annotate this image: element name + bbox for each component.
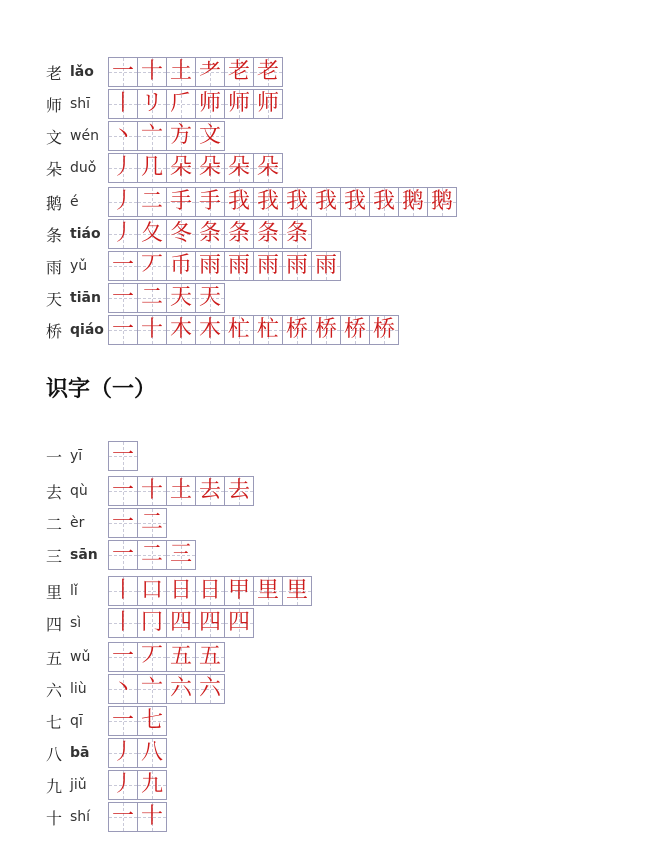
stroke-cell <box>137 153 167 183</box>
stroke-cell <box>137 89 167 119</box>
stroke-cell <box>137 608 167 638</box>
stroke-cell <box>137 508 167 538</box>
stroke-grid <box>108 508 166 538</box>
stroke-cell <box>253 251 283 281</box>
stroke-step: 去 <box>198 478 221 503</box>
pinyin-label: wén <box>70 128 99 144</box>
stroke-grid <box>108 315 398 345</box>
stroke-cell <box>224 608 254 638</box>
stroke-grid <box>108 540 195 570</box>
stroke-step: 币 <box>169 253 192 278</box>
hanzi-label: 四 <box>46 614 63 634</box>
stroke-step: 鹅 <box>430 189 453 214</box>
stroke-step: 六 <box>198 676 221 701</box>
stroke-step: 亠 <box>140 676 163 701</box>
stroke-step: 四 <box>169 610 192 635</box>
stroke-step: 六 <box>169 676 192 701</box>
section2-row <box>46 540 192 570</box>
hanzi-label: 二 <box>46 514 63 534</box>
pinyin-label: yī <box>70 448 83 464</box>
pinyin-label: jiǔ <box>70 777 87 793</box>
stroke-step: 土 <box>169 478 192 503</box>
stroke-step: 五 <box>198 644 221 669</box>
stroke-cell <box>166 540 196 570</box>
stroke-cell <box>195 219 225 249</box>
stroke-step: 冂 <box>140 610 163 635</box>
stroke-step: 木 <box>169 317 192 342</box>
stroke-grid <box>108 576 311 606</box>
stroke-cell <box>253 153 283 183</box>
stroke-step: 去 <box>227 478 250 503</box>
hanzi-label: 十 <box>46 808 63 828</box>
stroke-cell <box>166 315 196 345</box>
stroke-step: 朵 <box>256 155 279 180</box>
pinyin-label: lǎo <box>70 64 94 80</box>
stroke-step: 七 <box>140 708 163 733</box>
stroke-cell <box>108 57 138 87</box>
pinyin-label: bā <box>70 745 90 761</box>
stroke-cell <box>137 576 167 606</box>
stroke-cell <box>137 121 167 151</box>
stroke-cell <box>253 576 283 606</box>
stroke-cell <box>108 508 138 538</box>
stroke-step: 我 <box>372 189 395 214</box>
stroke-step: 亠 <box>140 123 163 148</box>
stroke-grid <box>108 608 253 638</box>
hanzi-label: 天 <box>46 289 63 309</box>
stroke-cell <box>137 642 167 672</box>
stroke-grid <box>108 802 166 832</box>
stroke-cell <box>137 57 167 87</box>
stroke-cell <box>108 315 138 345</box>
stroke-cell <box>253 315 283 345</box>
stroke-cell <box>195 642 225 672</box>
stroke-cell <box>108 576 138 606</box>
stroke-cell <box>311 315 341 345</box>
stroke-cell <box>137 540 167 570</box>
pinyin-label: qī <box>70 713 83 729</box>
stroke-grid <box>108 251 340 281</box>
pinyin-label: tiān <box>70 290 101 306</box>
stroke-step: 朵 <box>169 155 192 180</box>
stroke-cell <box>311 187 341 217</box>
stroke-step: 十 <box>140 804 163 829</box>
stroke-cell <box>166 642 196 672</box>
pinyin-label: sì <box>70 615 82 631</box>
stroke-step: 日 <box>198 578 221 603</box>
stroke-cell <box>224 153 254 183</box>
stroke-cell <box>195 187 225 217</box>
stroke-grid <box>108 738 166 768</box>
stroke-step: 几 <box>140 155 163 180</box>
hanzi-label: 文 <box>46 127 63 147</box>
stroke-cell <box>224 251 254 281</box>
stroke-cell <box>253 89 283 119</box>
stroke-step: 木 <box>198 317 221 342</box>
stroke-cell <box>195 89 225 119</box>
stroke-cell <box>166 57 196 87</box>
stroke-cell <box>340 315 370 345</box>
stroke-step: 二 <box>140 189 163 214</box>
stroke-cell <box>166 121 196 151</box>
section1-row <box>46 153 279 183</box>
stroke-cell <box>340 187 370 217</box>
stroke-grid <box>108 57 282 87</box>
stroke-cell <box>108 251 138 281</box>
stroke-step: 我 <box>314 189 337 214</box>
stroke-step: 杧 <box>227 317 250 342</box>
stroke-cell <box>195 153 225 183</box>
stroke-step: 一 <box>111 443 134 468</box>
pinyin-label: qiáo <box>70 322 104 338</box>
stroke-step: 丨 <box>111 578 134 603</box>
stroke-cell <box>195 608 225 638</box>
stroke-cell <box>108 706 138 736</box>
stroke-step: 丿 <box>111 155 134 180</box>
stroke-step: 我 <box>285 189 308 214</box>
stroke-cell <box>195 476 225 506</box>
stroke-step: 冬 <box>169 221 192 246</box>
stroke-step: 丿 <box>111 740 134 765</box>
stroke-grid <box>108 153 282 183</box>
stroke-cell <box>108 642 138 672</box>
stroke-cell <box>224 219 254 249</box>
pinyin-label: wǔ <box>70 649 91 665</box>
stroke-cell <box>282 219 312 249</box>
stroke-grid <box>108 219 311 249</box>
stroke-cell <box>282 576 312 606</box>
stroke-step: 十 <box>140 478 163 503</box>
hanzi-label: 一 <box>46 447 63 467</box>
stroke-step: 四 <box>227 610 250 635</box>
stroke-cell <box>108 608 138 638</box>
stroke-cell <box>108 89 138 119</box>
stroke-cell <box>166 476 196 506</box>
stroke-cell <box>137 251 167 281</box>
stroke-step: 桥 <box>285 317 308 342</box>
stroke-grid <box>108 89 282 119</box>
stroke-step: 一 <box>111 317 134 342</box>
stroke-step: 四 <box>198 610 221 635</box>
stroke-cell <box>137 187 167 217</box>
section1-row <box>46 89 279 119</box>
stroke-step: 丨 <box>111 610 134 635</box>
stroke-step: 一 <box>111 804 134 829</box>
section2-row <box>46 674 221 704</box>
stroke-cell <box>224 89 254 119</box>
stroke-cell <box>224 315 254 345</box>
stroke-cell <box>253 57 283 87</box>
stroke-step: 一 <box>111 253 134 278</box>
stroke-cell <box>108 738 138 768</box>
stroke-cell <box>311 251 341 281</box>
stroke-step: 条 <box>285 221 308 246</box>
stroke-cell <box>282 251 312 281</box>
stroke-step: 一 <box>111 708 134 733</box>
stroke-cell <box>195 57 225 87</box>
stroke-step: 条 <box>256 221 279 246</box>
stroke-step: 师 <box>256 91 279 116</box>
stroke-step: 𠂆 <box>169 91 192 116</box>
stroke-step: 文 <box>198 123 221 148</box>
stroke-cell <box>427 187 457 217</box>
stroke-step: 我 <box>343 189 366 214</box>
stroke-cell <box>166 251 196 281</box>
stroke-cell <box>166 674 196 704</box>
stroke-step: 里 <box>285 578 308 603</box>
hanzi-label: 三 <box>46 546 63 566</box>
section2-row <box>46 770 163 800</box>
pinyin-label: é <box>70 194 79 210</box>
stroke-cell <box>108 674 138 704</box>
pinyin-label: liù <box>70 681 87 697</box>
stroke-step: 手 <box>169 189 192 214</box>
stroke-cell <box>369 315 399 345</box>
stroke-grid <box>108 476 253 506</box>
stroke-cell <box>224 476 254 506</box>
stroke-cell <box>369 187 399 217</box>
stroke-step: 丆 <box>140 644 163 669</box>
hanzi-label: 老 <box>46 63 63 83</box>
section1-row <box>46 283 221 313</box>
stroke-cell <box>195 674 225 704</box>
stroke-cell <box>224 187 254 217</box>
stroke-step: 丶 <box>111 676 134 701</box>
stroke-step: 雨 <box>314 253 337 278</box>
stroke-step: 条 <box>198 221 221 246</box>
stroke-step: 天 <box>198 285 221 310</box>
section2-row <box>46 576 308 606</box>
hanzi-label: 八 <box>46 744 63 764</box>
stroke-step: 桥 <box>343 317 366 342</box>
stroke-cell <box>282 187 312 217</box>
section1-row <box>46 315 395 345</box>
stroke-cell <box>195 283 225 313</box>
stroke-step: 手 <box>198 189 221 214</box>
stroke-step: 朵 <box>198 155 221 180</box>
stroke-step: 老 <box>227 59 250 84</box>
stroke-cell <box>195 251 225 281</box>
stroke-cell <box>253 219 283 249</box>
stroke-grid <box>108 706 166 736</box>
stroke-cell <box>137 219 167 249</box>
stroke-step: 老 <box>256 59 279 84</box>
stroke-cell <box>166 89 196 119</box>
pinyin-label: duǒ <box>70 160 97 176</box>
stroke-cell <box>137 738 167 768</box>
section1-row <box>46 121 221 151</box>
stroke-step: 十 <box>140 59 163 84</box>
stroke-step: 鹅 <box>401 189 424 214</box>
stroke-step: 丿 <box>111 221 134 246</box>
stroke-cell <box>166 608 196 638</box>
stroke-step: リ <box>140 91 163 116</box>
stroke-step: 二 <box>140 510 163 535</box>
stroke-step: 丶 <box>111 123 134 148</box>
stroke-step: 甲 <box>227 578 250 603</box>
stroke-cell <box>108 802 138 832</box>
stroke-step: 口 <box>140 578 163 603</box>
hanzi-label: 鹅 <box>46 193 63 213</box>
stroke-step: 土 <box>169 59 192 84</box>
hanzi-label: 雨 <box>46 257 63 277</box>
stroke-grid <box>108 770 166 800</box>
stroke-cell <box>195 315 225 345</box>
section2-row <box>46 802 163 832</box>
stroke-step: 夂 <box>140 221 163 246</box>
stroke-step: 日 <box>169 578 192 603</box>
stroke-step: 雨 <box>285 253 308 278</box>
stroke-grid <box>108 187 456 217</box>
stroke-cell <box>137 476 167 506</box>
stroke-cell <box>398 187 428 217</box>
stroke-cell <box>108 540 138 570</box>
stroke-cell <box>166 219 196 249</box>
stroke-cell <box>253 187 283 217</box>
stroke-cell <box>224 576 254 606</box>
stroke-step: 朵 <box>227 155 250 180</box>
stroke-cell <box>166 283 196 313</box>
stroke-grid <box>108 283 224 313</box>
stroke-step: 方 <box>169 123 192 148</box>
stroke-step: 丿 <box>111 189 134 214</box>
hanzi-label: 朵 <box>46 159 63 179</box>
stroke-step: 二 <box>140 542 163 567</box>
stroke-cell <box>108 219 138 249</box>
stroke-step: 雨 <box>227 253 250 278</box>
stroke-step: 桥 <box>372 317 395 342</box>
stroke-grid <box>108 441 137 471</box>
section1-row <box>46 219 308 249</box>
stroke-step: 一 <box>111 285 134 310</box>
hanzi-label: 七 <box>46 712 63 732</box>
stroke-step: 八 <box>140 740 163 765</box>
stroke-cell <box>166 153 196 183</box>
section2-row <box>46 608 250 638</box>
stroke-grid <box>108 121 224 151</box>
hanzi-label: 去 <box>46 482 63 502</box>
stroke-step: 耂 <box>198 59 221 84</box>
stroke-cell <box>108 476 138 506</box>
stroke-step: 里 <box>256 578 279 603</box>
stroke-cell <box>137 315 167 345</box>
pinyin-label: shī <box>70 96 91 112</box>
stroke-step: 一 <box>111 478 134 503</box>
section1-row <box>46 251 337 281</box>
stroke-step: 一 <box>111 644 134 669</box>
hanzi-label: 九 <box>46 776 63 796</box>
stroke-step: 丿 <box>111 772 134 797</box>
stroke-step: 三 <box>169 542 192 567</box>
section2-row <box>46 441 134 471</box>
stroke-cell <box>137 283 167 313</box>
section2-row <box>46 642 221 672</box>
pinyin-label: èr <box>70 515 85 531</box>
stroke-step: 二 <box>140 285 163 310</box>
stroke-step: 丆 <box>140 253 163 278</box>
stroke-step: 一 <box>111 59 134 84</box>
pinyin-label: sān <box>70 547 98 563</box>
stroke-cell <box>108 283 138 313</box>
stroke-cell <box>137 674 167 704</box>
stroke-cell <box>166 576 196 606</box>
stroke-step: 桥 <box>314 317 337 342</box>
pinyin-label: yǔ <box>70 258 88 274</box>
pinyin-label: lǐ <box>70 583 78 599</box>
section1-row <box>46 187 453 217</box>
pinyin-label: qù <box>70 483 88 499</box>
stroke-cell <box>195 121 225 151</box>
section-title: 识字（一） <box>46 377 157 402</box>
stroke-cell <box>195 576 225 606</box>
pinyin-label: shí <box>70 809 91 825</box>
stroke-step: 一 <box>111 510 134 535</box>
stroke-cell <box>108 153 138 183</box>
stroke-cell <box>108 770 138 800</box>
stroke-cell <box>137 802 167 832</box>
stroke-step: 杧 <box>256 317 279 342</box>
stroke-step: 师 <box>198 91 221 116</box>
stroke-grid <box>108 674 224 704</box>
stroke-step: 我 <box>227 189 250 214</box>
stroke-grid <box>108 642 224 672</box>
section2-row <box>46 738 163 768</box>
stroke-step: 丨 <box>111 91 134 116</box>
stroke-cell <box>282 315 312 345</box>
stroke-step: 一 <box>111 542 134 567</box>
hanzi-label: 桥 <box>46 321 63 341</box>
stroke-step: 九 <box>140 772 163 797</box>
section1-row <box>46 57 279 87</box>
stroke-step: 十 <box>140 317 163 342</box>
hanzi-label: 六 <box>46 680 63 700</box>
stroke-step: 我 <box>256 189 279 214</box>
section2-row <box>46 706 163 736</box>
section2-row <box>46 476 250 506</box>
stroke-step: 天 <box>169 285 192 310</box>
stroke-step: 雨 <box>256 253 279 278</box>
section2-row <box>46 508 163 538</box>
hanzi-label: 里 <box>46 582 63 602</box>
stroke-cell <box>108 121 138 151</box>
stroke-cell <box>108 187 138 217</box>
stroke-cell <box>224 57 254 87</box>
stroke-step: 五 <box>169 644 192 669</box>
hanzi-label: 师 <box>46 95 63 115</box>
hanzi-label: 五 <box>46 648 63 668</box>
stroke-cell <box>137 770 167 800</box>
stroke-step: 条 <box>227 221 250 246</box>
stroke-cell <box>108 441 138 471</box>
stroke-cell <box>137 706 167 736</box>
stroke-step: 师 <box>227 91 250 116</box>
pinyin-label: tiáo <box>70 226 101 242</box>
hanzi-label: 条 <box>46 225 63 245</box>
stroke-step: 雨 <box>198 253 221 278</box>
stroke-cell <box>166 187 196 217</box>
